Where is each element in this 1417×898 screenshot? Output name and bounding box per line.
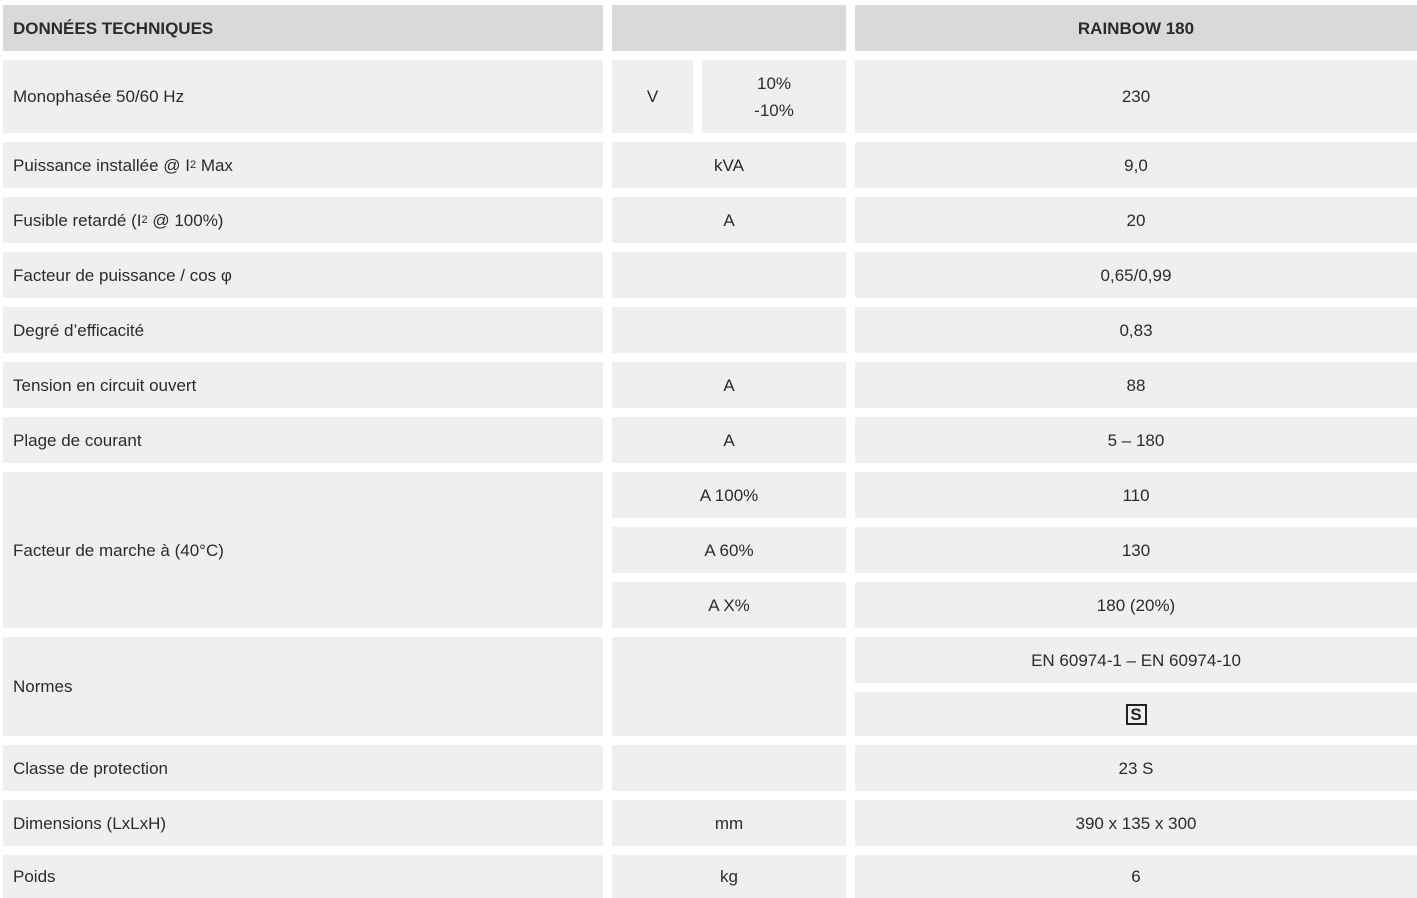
protection-label: Classe de protection: [3, 745, 603, 791]
standards-unit: [612, 637, 846, 736]
header-unit: [612, 5, 846, 51]
power-factor-value: 0,65/0,99: [855, 252, 1417, 298]
protection-value: 23 S: [855, 745, 1417, 791]
power-label: Puissance installée @ I 2 Max: [3, 142, 603, 188]
dimensions-value: 390 x 135 x 300: [855, 800, 1417, 846]
fuse-label: Fusible retardé (I 2 @ 100%): [3, 197, 603, 243]
fuse-value: 20: [855, 197, 1417, 243]
weight-value: 6: [855, 855, 1417, 898]
standards-label: Normes: [3, 637, 603, 736]
dimensions-unit: mm: [612, 800, 846, 846]
supply-unit: V: [612, 60, 693, 133]
supply-value: 230: [855, 60, 1417, 133]
duty-cycle-unit-100: A 100%: [612, 472, 846, 518]
tolerance-plus: 10%: [756, 73, 792, 93]
power-unit: kVA: [612, 142, 846, 188]
header-title: DONNÉES TECHNIQUES: [3, 5, 603, 51]
fuse-label-post: @ 100%): [147, 210, 224, 230]
open-circuit-unit: A: [612, 362, 846, 408]
fuse-unit: A: [612, 197, 846, 243]
power-factor-unit: [612, 252, 846, 298]
power-label-post: Max: [196, 155, 233, 175]
power-value: 9,0: [855, 142, 1417, 188]
weight-unit: kg: [612, 855, 846, 898]
power-factor-label: Facteur de puissance / cos φ: [3, 252, 603, 298]
duty-cycle-unit-60: A 60%: [612, 527, 846, 573]
duty-cycle-value-100: 110: [855, 472, 1417, 518]
fuse-label-text: Fusible retardé (I: [13, 210, 142, 230]
weight-label: Poids: [3, 855, 603, 898]
current-range-label: Plage de courant: [3, 417, 603, 463]
duty-cycle-value-x: 180 (20%): [855, 582, 1417, 628]
open-circuit-value: 88: [855, 362, 1417, 408]
header-model: RAINBOW 180: [855, 5, 1417, 51]
dimensions-label: Dimensions (LxLxH): [3, 800, 603, 846]
current-range-unit: A: [612, 417, 846, 463]
efficiency-label: Degré d’efficacité: [3, 307, 603, 353]
efficiency-value: 0,83: [855, 307, 1417, 353]
s-mark-icon: S: [1126, 704, 1147, 725]
duty-cycle-value-60: 130: [855, 527, 1417, 573]
standards-value: EN 60974-1 – EN 60974-10: [855, 637, 1417, 683]
standards-mark: [855, 692, 1417, 736]
supply-tolerance: [702, 60, 846, 133]
tolerance-minus: -10%: [754, 100, 794, 120]
current-range-value: 5 – 180: [855, 417, 1417, 463]
protection-unit: [612, 745, 846, 791]
open-circuit-label: Tension en circuit ouvert: [3, 362, 603, 408]
power-label-text: Puissance installée @ I: [13, 155, 190, 175]
duty-cycle-unit-x: A X%: [612, 582, 846, 628]
duty-cycle-label: Facteur de marche à (40°C): [3, 472, 603, 628]
supply-label: Monophasée 50/60 Hz: [3, 60, 603, 133]
efficiency-unit: [612, 307, 846, 353]
